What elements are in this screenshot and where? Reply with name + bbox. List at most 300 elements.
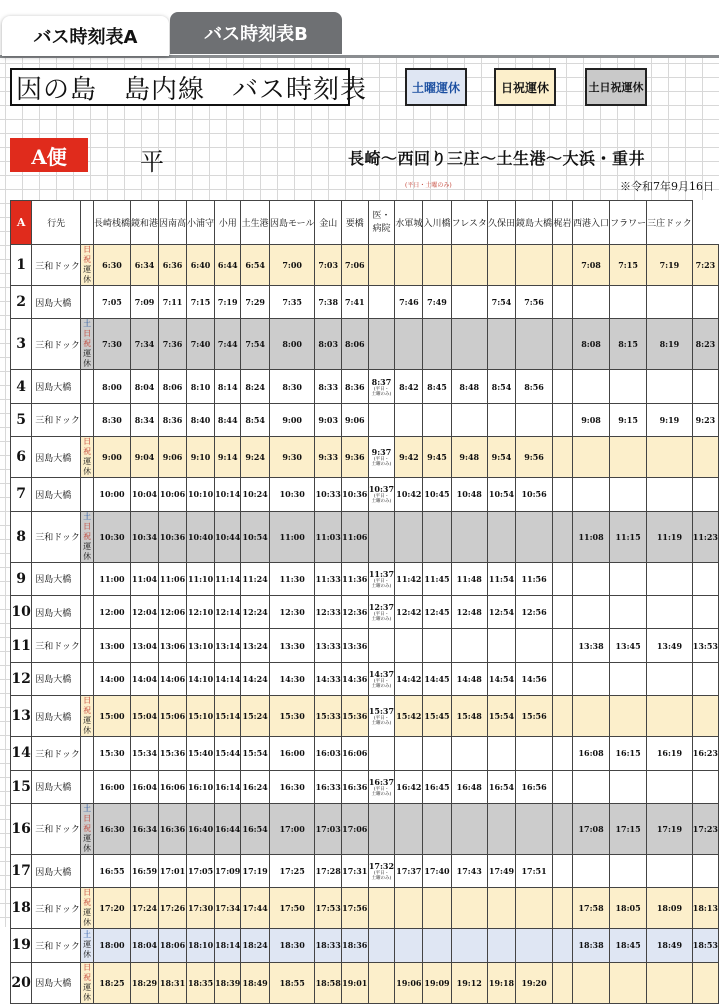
departure-time: 9:19 [647, 403, 693, 436]
departure-time: 13:30 [269, 629, 314, 662]
departure-time: 9:45 [423, 437, 451, 478]
departure-time: 11:23 [692, 511, 718, 562]
destination: 三和ドック [32, 929, 81, 962]
departure-time [451, 803, 487, 854]
weekday-only-note: 土曜のみ) [371, 721, 392, 727]
departure-time [610, 478, 647, 511]
departure-time: 14:48 [451, 662, 487, 695]
departure-time [553, 319, 573, 370]
departure-time: 7:41 [341, 286, 368, 319]
departure-time [692, 962, 718, 1003]
departure-time [647, 962, 693, 1003]
departure-time: 12:06 [159, 595, 187, 628]
legend-saturday-suspended [405, 68, 467, 106]
departure-time: 7:38 [315, 286, 342, 319]
departure-time: 8:54 [241, 403, 270, 436]
departure-time [647, 437, 693, 478]
operation-note [81, 962, 94, 1003]
departure-time: 9:10 [187, 437, 215, 478]
header-cell-21: 三庄ドック [647, 201, 693, 245]
departure-time: 16:36 [341, 770, 368, 803]
departure-time: 17:30 [187, 888, 215, 929]
table-row [11, 511, 719, 562]
departure-time: 13:14 [215, 629, 241, 662]
departure-time [692, 595, 718, 628]
trip-number: 18 [11, 888, 32, 929]
departure-time: 11:04 [131, 562, 159, 595]
destination: 因島大橋 [32, 962, 81, 1003]
departure-time: 9:36 [341, 437, 368, 478]
weekday-only-note: 土曜のみ) [371, 683, 392, 689]
departure-time: 18:55 [269, 962, 314, 1003]
legend-hol-label: 日祝運休 [500, 80, 549, 95]
departure-time: 7:44 [215, 319, 241, 370]
departure-time: 16:14 [215, 770, 241, 803]
departure-time [610, 437, 647, 478]
departure-time: 14:06 [159, 662, 187, 695]
departure-time: 14:14 [215, 662, 241, 695]
departure-time: 13:38 [573, 629, 610, 662]
departure-time [516, 803, 553, 854]
weekday-only-note: 土曜のみ) [371, 617, 392, 623]
departure-time [553, 511, 573, 562]
departure-time: 16:54 [241, 803, 270, 854]
header-cell-8: 土生港 [241, 201, 270, 245]
weekday-only-note: (平日・ [373, 716, 390, 722]
op-label-sathol [81, 319, 93, 349]
destination: 三和ドック [32, 245, 81, 286]
trip-number: 4 [11, 370, 32, 403]
departure-time: 19:18 [487, 962, 515, 1003]
departure-time: 11:33 [315, 562, 342, 595]
op-label-suspended: 運休 [83, 349, 92, 369]
departure-time: 9:23 [692, 403, 718, 436]
op-label-sathol [81, 804, 93, 834]
departure-time: 17:06 [341, 803, 368, 854]
op-label-hol: 日祝 [83, 437, 92, 457]
departure-time [487, 403, 515, 436]
departure-time [423, 319, 451, 370]
departure-time: 13:45 [610, 629, 647, 662]
effective-date: ※令和7年9月16日 [620, 180, 714, 193]
departure-time [553, 888, 573, 929]
departure-time: 11:06 [341, 511, 368, 562]
departure-time: 18:24 [241, 929, 270, 962]
destination: 三和ドック [32, 629, 81, 662]
operation-note [81, 629, 94, 662]
operation-note [81, 662, 94, 695]
departure-time: 9:15 [610, 403, 647, 436]
departure-time [553, 562, 573, 595]
destination: 因島大橋 [32, 562, 81, 595]
destination: 三和ドック [32, 403, 81, 436]
departure-time [487, 319, 515, 370]
departure-time: 18:39 [215, 962, 241, 1003]
departure-time: 7:56 [516, 286, 553, 319]
legend-sat-label: 土曜運休 [411, 80, 460, 95]
departure-time: 18:09 [647, 888, 693, 929]
departure-time: 10:33 [315, 478, 342, 511]
departure-time [610, 595, 647, 628]
legend-sat-holiday-suspended [585, 68, 647, 106]
departure-time: 16:33 [315, 770, 342, 803]
departure-time: 8:40 [187, 403, 215, 436]
departure-time: 12:10 [187, 595, 215, 628]
table-row [11, 437, 719, 478]
weekday-saturday-note: (平日・土曜のみ) [405, 182, 452, 189]
departure-time: 12:14 [215, 595, 241, 628]
departure-time [692, 562, 718, 595]
departure-time: 14:54 [487, 662, 515, 695]
departure-time: 8:36 [159, 403, 187, 436]
table-row [11, 662, 719, 695]
departure-time [395, 929, 423, 962]
trip-number: 13 [11, 696, 32, 737]
op-label-suspended: 運休 [83, 265, 92, 284]
departure-time: 8:03 [315, 319, 342, 370]
departure-time: 7:11 [159, 286, 187, 319]
trip-number: 9 [11, 562, 32, 595]
departure-time: 15:48 [451, 696, 487, 737]
departure-time: 16:00 [269, 737, 314, 770]
departure-time: 12:42 [395, 595, 423, 628]
departure-time: 15:10 [187, 696, 215, 737]
departure-time [423, 737, 451, 770]
departure-time [553, 629, 573, 662]
departure-time: 17:25 [269, 854, 314, 887]
departure-time: 15:54 [241, 737, 270, 770]
trip-number: 11 [11, 629, 32, 662]
weekday-only-note: 土曜のみ) [371, 499, 392, 505]
departure-time: 18:13 [692, 888, 718, 929]
departure-time: 10:36 [159, 511, 187, 562]
departure-time [395, 511, 423, 562]
departure-time: 18:05 [610, 888, 647, 929]
departure-time [368, 770, 395, 803]
departure-time [423, 511, 451, 562]
departure-time: 13:06 [159, 629, 187, 662]
departure-time: 12:00 [94, 595, 131, 628]
departure-time: 8:06 [341, 319, 368, 370]
departure-time-value: 16:37 [368, 776, 395, 787]
departure-time [692, 662, 718, 695]
departure-time [692, 437, 718, 478]
departure-time [553, 437, 573, 478]
departure-time: 16:30 [269, 770, 314, 803]
departure-time [368, 437, 395, 478]
weekday-only-note: (平日・ [373, 578, 390, 584]
departure-time [487, 888, 515, 929]
departure-time: 12:24 [241, 595, 270, 628]
departure-time: 7:35 [269, 286, 314, 319]
header-cell-7: 小用 [215, 201, 241, 245]
departure-time: 16:36 [159, 803, 187, 854]
timetable-table [10, 200, 719, 1004]
departure-time: 17:40 [423, 854, 451, 887]
operation-note [81, 562, 94, 595]
table-row [11, 737, 719, 770]
departure-time [395, 319, 423, 370]
departure-time: 15:42 [395, 696, 423, 737]
departure-time [553, 595, 573, 628]
operation-note [81, 245, 94, 286]
departure-time: 11:56 [516, 562, 553, 595]
op-label-suspended: 運休 [83, 908, 92, 928]
departure-time: 16:48 [451, 770, 487, 803]
departure-time: 17:23 [692, 803, 718, 854]
departure-time: 9:03 [315, 403, 342, 436]
departure-time: 6:30 [94, 245, 131, 286]
departure-time: 18:04 [131, 929, 159, 962]
departure-time [647, 696, 693, 737]
departure-time [647, 478, 693, 511]
header-cell-1: 行先 [32, 201, 81, 245]
departure-time: 16:54 [487, 770, 515, 803]
tab-timetable-a[interactable]: バス時刻表A [2, 16, 169, 56]
departure-time: 18:49 [647, 929, 693, 962]
departure-time [610, 562, 647, 595]
departure-time: 15:30 [94, 737, 131, 770]
legend-holiday-suspended [494, 68, 556, 106]
departure-time: 12:36 [341, 595, 368, 628]
departure-time [553, 929, 573, 962]
departure-time: 6:40 [187, 245, 215, 286]
departure-time: 17:34 [215, 888, 241, 929]
departure-time: 17:24 [131, 888, 159, 929]
departure-time: 14:04 [131, 662, 159, 695]
departure-time [647, 370, 693, 403]
tab-timetable-b[interactable]: バス時刻表B [170, 12, 342, 54]
departure-time: 9:00 [94, 437, 131, 478]
departure-time: 12:54 [487, 595, 515, 628]
departure-time: 17:15 [610, 803, 647, 854]
departure-time: 15:44 [215, 737, 241, 770]
departure-time: 17:20 [94, 888, 131, 929]
departure-time: 16:34 [131, 803, 159, 854]
departure-time: 11:00 [269, 511, 314, 562]
header-cell-3: 長崎桟橋 [94, 201, 131, 245]
header-cell-13: 水軍城 [395, 201, 423, 245]
departure-time [573, 478, 610, 511]
departure-time: 10:54 [487, 478, 515, 511]
departure-time [610, 696, 647, 737]
departure-time [487, 929, 515, 962]
departure-time: 14:56 [516, 662, 553, 695]
table-row [11, 245, 719, 286]
day-type-label: 平 [140, 148, 164, 176]
departure-time: 8:56 [516, 370, 553, 403]
trip-number: 8 [11, 511, 32, 562]
departure-time: 11:14 [215, 562, 241, 595]
departure-time: 8:24 [241, 370, 270, 403]
op-label-hol-part: 日祝 [83, 521, 92, 541]
departure-time: 11:15 [610, 511, 647, 562]
operation-note [81, 403, 94, 436]
departure-time: 14:10 [187, 662, 215, 695]
header-cell-17: 鏡島大橋 [516, 201, 553, 245]
departure-time [692, 286, 718, 319]
departure-time [647, 562, 693, 595]
departure-time: 11:30 [269, 562, 314, 595]
route-description: 長崎～西回り三庄～土生港～大浜・重井 [348, 149, 646, 168]
departure-time: 11:45 [423, 562, 451, 595]
op-label-hol: 日祝 [83, 888, 92, 908]
departure-time [451, 286, 487, 319]
departure-time [368, 245, 395, 286]
departure-time [610, 770, 647, 803]
departure-time [516, 245, 553, 286]
header-cell-15: フレスタ [451, 201, 487, 245]
departure-time [423, 245, 451, 286]
departure-time [553, 245, 573, 286]
departure-time: 9:42 [395, 437, 423, 478]
departure-time-value: 12:37 [368, 602, 395, 613]
departure-time-value: 11:37 [368, 568, 395, 579]
operation-note [81, 737, 94, 770]
departure-time: 10:44 [215, 511, 241, 562]
departure-time: 7:29 [241, 286, 270, 319]
departure-time: 8:54 [487, 370, 515, 403]
departure-time: 12:45 [423, 595, 451, 628]
departure-time: 17:19 [647, 803, 693, 854]
operation-note [81, 888, 94, 929]
departure-time [553, 803, 573, 854]
trip-number: 19 [11, 929, 32, 962]
departure-time: 14:36 [341, 662, 368, 695]
departure-time: 8:19 [647, 319, 693, 370]
departure-time: 12:33 [315, 595, 342, 628]
departure-time [692, 854, 718, 887]
departure-time: 7:15 [187, 286, 215, 319]
departure-time: 6:54 [241, 245, 270, 286]
departure-time: 18:00 [94, 929, 131, 962]
departure-time [395, 737, 423, 770]
departure-time [573, 595, 610, 628]
departure-time [647, 662, 693, 695]
legend-sathol-label: 土日祝運休 [588, 81, 644, 94]
departure-time: 11:36 [341, 562, 368, 595]
departure-time: 8:04 [131, 370, 159, 403]
departure-time [423, 403, 451, 436]
departure-time: 16:06 [159, 770, 187, 803]
departure-time [368, 629, 395, 662]
departure-time [553, 962, 573, 1003]
departure-time: 19:01 [341, 962, 368, 1003]
departure-time: 17:31 [341, 854, 368, 887]
departure-time [516, 403, 553, 436]
departure-time: 16:45 [423, 770, 451, 803]
departure-time: 17:58 [573, 888, 610, 929]
departure-time: 13:53 [692, 629, 718, 662]
departure-time: 18:14 [215, 929, 241, 962]
departure-time [573, 770, 610, 803]
departure-time: 18:31 [159, 962, 187, 1003]
operation-note [81, 286, 94, 319]
departure-time: 7:05 [94, 286, 131, 319]
operation-note [81, 437, 94, 478]
departure-time [368, 662, 395, 695]
departure-time: 11:08 [573, 511, 610, 562]
op-label-hol: 日祝 [83, 245, 92, 264]
destination: 因島大橋 [32, 770, 81, 803]
departure-time [553, 854, 573, 887]
departure-time: 19:09 [423, 962, 451, 1003]
departure-time: 8:48 [451, 370, 487, 403]
destination: 三和ドック [32, 737, 81, 770]
departure-time [573, 696, 610, 737]
departure-time: 17:00 [269, 803, 314, 854]
departure-time: 8:45 [423, 370, 451, 403]
departure-time [395, 403, 423, 436]
departure-time [368, 595, 395, 628]
departure-time: 10:06 [159, 478, 187, 511]
departure-time: 9:48 [451, 437, 487, 478]
departure-time: 7:54 [487, 286, 515, 319]
departure-time [487, 803, 515, 854]
departure-time: 10:24 [241, 478, 270, 511]
departure-time [368, 511, 395, 562]
weekday-only-note: 土曜のみ) [371, 791, 392, 797]
departure-time: 10:34 [131, 511, 159, 562]
departure-time: 17:08 [573, 803, 610, 854]
departure-time: 8:30 [269, 370, 314, 403]
departure-time: 8:06 [159, 370, 187, 403]
destination: 因島大橋 [32, 662, 81, 695]
weekday-only-note: 土曜のみ) [371, 391, 392, 397]
departure-time [423, 929, 451, 962]
header-cell-19: 西港入口 [573, 201, 610, 245]
departure-time: 9:06 [341, 403, 368, 436]
departure-time [610, 662, 647, 695]
header-cell-18: 梶岩 [553, 201, 573, 245]
departure-time: 9:30 [269, 437, 314, 478]
header-cell-12: 医・病院 [368, 201, 395, 245]
destination: 因島大橋 [32, 854, 81, 887]
departure-time [368, 286, 395, 319]
trip-number: 12 [11, 662, 32, 695]
departure-time [451, 319, 487, 370]
destination: 因島大橋 [32, 437, 81, 478]
departure-time: 16:24 [241, 770, 270, 803]
departure-time: 8:44 [215, 403, 241, 436]
weekday-only-note: (平日・ [373, 871, 390, 877]
departure-time [368, 888, 395, 929]
departure-time: 10:48 [451, 478, 487, 511]
departure-time: 11:24 [241, 562, 270, 595]
departure-time: 18:49 [241, 962, 270, 1003]
trip-number: 15 [11, 770, 32, 803]
departure-time [516, 511, 553, 562]
departure-time: 12:04 [131, 595, 159, 628]
departure-time [553, 478, 573, 511]
departure-time [573, 854, 610, 887]
departure-time: 16:06 [341, 737, 368, 770]
departure-time [553, 286, 573, 319]
departure-time [451, 245, 487, 286]
header-cell-20: フラワー [610, 201, 647, 245]
departure-time: 17:19 [241, 854, 270, 887]
departure-time: 19:12 [451, 962, 487, 1003]
departure-time [451, 888, 487, 929]
departure-time: 15:24 [241, 696, 270, 737]
departure-time: 16:44 [215, 803, 241, 854]
departure-time [368, 562, 395, 595]
departure-time: 6:34 [131, 245, 159, 286]
header-cell-10: 金山 [315, 201, 342, 245]
op-label-hol-part: 日祝 [83, 813, 92, 833]
departure-time: 6:44 [215, 245, 241, 286]
departure-time: 15:33 [315, 696, 342, 737]
